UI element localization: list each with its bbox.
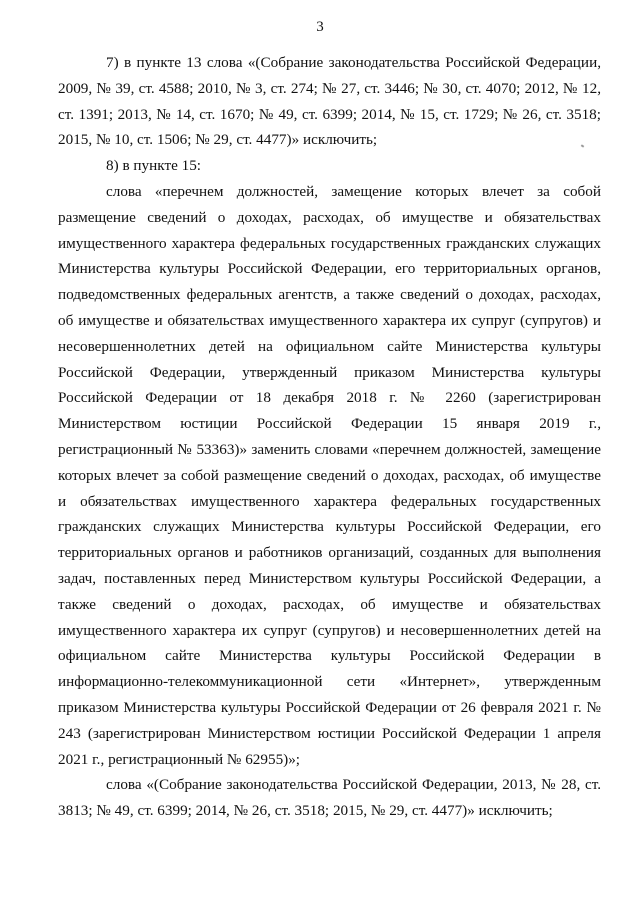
- paragraph-item-8-heading: 8) в пункте 15:: [106, 157, 202, 175]
- paragraph-replace-words: слова «перечнем должностей, замещение которых влечет за собой размещение сведений о доходах, расходах, об имуществе и обязательствах имущественного характера федеральных государственных гражданских служащих Министерства культуры Российской Федерации, его территориальных органов, подведомственных федеральных агентств, а также сведений о доходах, расходах, об имуществе и обязательствах имущественного характера их супруг (супругов) и несовершеннолетних детей на официальном сайте Министерства культуры Российской Федерации, утвержденный приказом Министерства культуры Российской Федерации от 18 декабря 2018 г. № 2260 (зарегистрирован Министерством юстиции Российской Федерации 15 января 2019 г., регистрационный № 53363)» заменить словами «перечнем должностей, замещение которых влечет за собой размещение сведений о доходах, расходах, об имуществе и обязательствах имущественного характера федеральных государственных гражданских служащих Министерства культуры Российской Федерации, его территориальных органов и работников организаций, созданных для выполнения задач, поставленных перед Министерством культуры Российской Федерации, а также сведений о доходах, расходах, об имуществе и обязательствах имущественного характера их супруг (супругов) и несовершеннолетних детей на официальном сайте Министерства культуры Российской Федерации в информационно-телекоммуникационной сети «Интернет», утвержденным приказом Министерства культуры Российской Федерации от 26 февраля 2021 г. № 243 (зарегистрирован Министерством юстиции Российской Федерации 1 апреля 2021 г., регистрационный № 62955)»;: [58, 182, 601, 768]
- page-number: 3: [316, 19, 324, 35]
- document-body: [58, 50, 601, 824]
- paragraph-item-7: 7) в пункте 13 слова «(Собрание законодательства Российской Федерации, 2009, № 39, ст. 4588; 2010, № 3, ст. 274; № 27, ст. 3446; № 30, ст. 4070; 2012, № 12, ст. 1391; 2013, № 14, ст. 1670; № 49, ст. 6399; 2014, № 15, ст. 1729; № 26, ст. 3518; 2015, № 10, ст. 1506; № 29, ст. 4477)» исключить;: [58, 54, 601, 149]
- paragraph-exclude-words: слова «(Собрание законодательства Российской Федерации, 2013, № 28, ст. 3813; № 49, ст. 6399; 2014, № 26, ст. 3518; 2015, № 29, ст. 4477)» исключить;: [58, 776, 601, 820]
